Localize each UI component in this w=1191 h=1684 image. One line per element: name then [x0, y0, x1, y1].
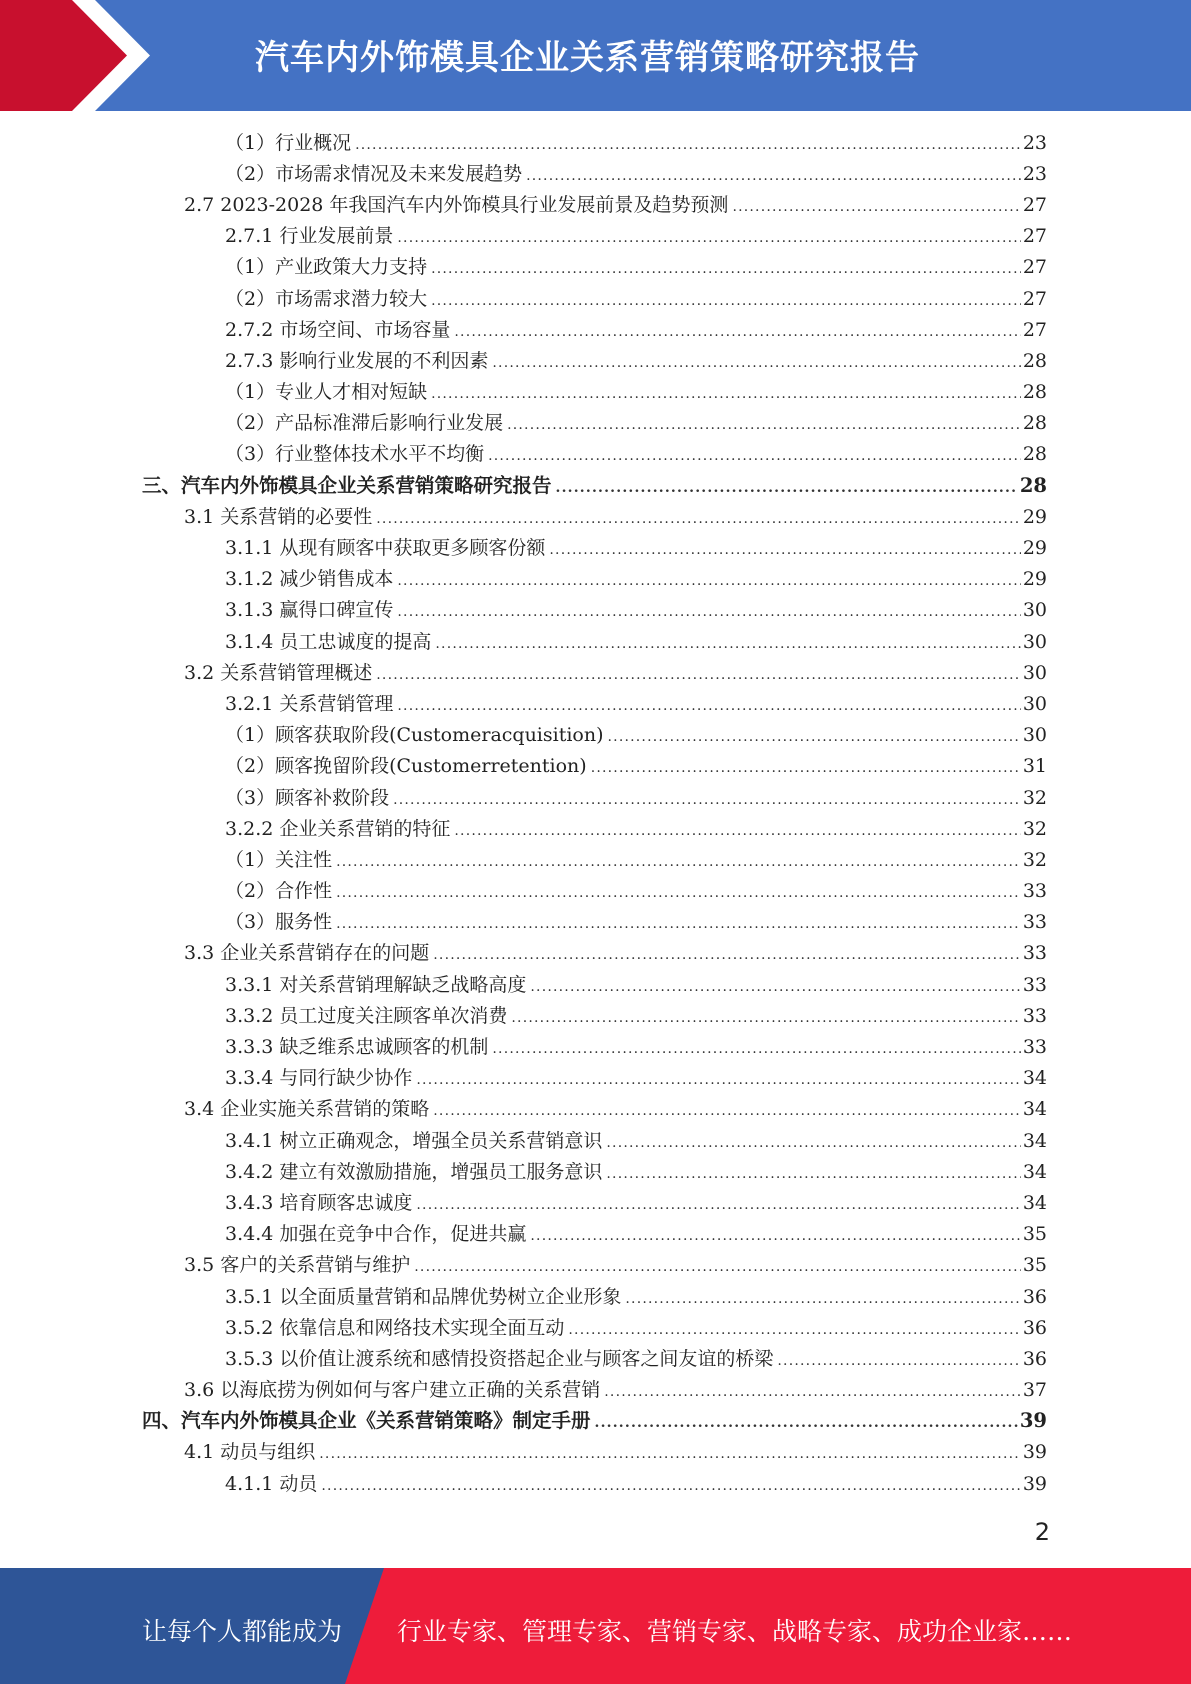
toc-dot-leader: [492, 352, 1020, 374]
toc-entry-label: （3）服务性: [225, 911, 333, 934]
toc-dot-leader: [608, 726, 1021, 748]
toc-entry[interactable]: [0, 844, 1191, 875]
toc-dot-leader: [433, 944, 1021, 966]
toc-entry[interactable]: [0, 1156, 1191, 1187]
toc-entry-page: 28: [1022, 349, 1047, 372]
toc-dot-leader: [336, 913, 1021, 935]
toc-entry-label: 3.2.1 关系营销管理: [225, 692, 394, 715]
toc-entry-label: 3.3.1 对关系营销理解缺乏战略高度: [225, 973, 527, 996]
toc-entry-label: 四、汽车内外饰模具企业《关系营销策略》制定手册: [142, 1409, 591, 1433]
toc-dot-leader: [488, 445, 1021, 467]
toc-dot-leader: [530, 1225, 1020, 1247]
toc-entry-label: 3.3 企业关系营销存在的问题: [184, 942, 430, 965]
toc-entry-label: 三、汽车内外饰模具企业关系营销策略研究报告: [142, 473, 552, 497]
toc-entry-label: 3.1.2 减少销售成本: [225, 568, 394, 591]
toc-entry-page: 32: [1022, 786, 1047, 809]
toc-entry[interactable]: [0, 470, 1191, 501]
toc-entry[interactable]: [0, 1125, 1191, 1156]
toc-dot-leader: [606, 1163, 1020, 1185]
toc-entry-page: 28: [1019, 473, 1047, 497]
toc-entry-page: 34: [1022, 1098, 1047, 1121]
toc-entry-page: 28: [1022, 443, 1047, 466]
toc-entry-page: 29: [1022, 568, 1047, 591]
toc-entry[interactable]: [0, 1000, 1191, 1031]
toc-entry[interactable]: [0, 158, 1191, 189]
toc-entry[interactable]: [0, 969, 1191, 1000]
toc-entry[interactable]: [0, 938, 1191, 969]
toc-entry-page: 27: [1022, 225, 1047, 248]
toc-entry-page: 32: [1022, 848, 1047, 871]
toc-entry-label: 3.3.2 员工过度关注顾客单次消费: [225, 1004, 508, 1027]
toc-dot-leader: [431, 258, 1021, 280]
toc-entry[interactable]: [0, 595, 1191, 626]
toc-dot-leader: [397, 570, 1020, 592]
toc-entry-label: （2）产品标准滞后影响行业发展: [225, 412, 504, 435]
toc-entry-label: 3.4.3 培育顾客忠诚度: [225, 1191, 413, 1214]
toc-entry[interactable]: [0, 657, 1191, 688]
toc-entry-label: 3.5.2 依靠信息和网络技术实现全面互动: [225, 1316, 565, 1339]
toc-entry[interactable]: [0, 876, 1191, 907]
toc-entry[interactable]: [0, 221, 1191, 252]
toc-entry[interactable]: [0, 189, 1191, 220]
toc-entry-label: 3.2 关系营销管理概述: [184, 661, 373, 684]
toc-entry[interactable]: [0, 501, 1191, 532]
toc-entry-page: 33: [1022, 911, 1047, 934]
toc-entry-page: 36: [1022, 1285, 1047, 1308]
toc-entry-page: 35: [1022, 1254, 1047, 1277]
toc-entry-page: 30: [1022, 661, 1047, 684]
toc-entry[interactable]: [0, 439, 1191, 470]
toc-dot-leader: [376, 508, 1021, 530]
toc-entry-page: 23: [1022, 162, 1047, 185]
toc-dot-leader: [526, 165, 1021, 187]
toc-entry[interactable]: [0, 1094, 1191, 1125]
toc-entry-page: 30: [1022, 692, 1047, 715]
toc-dot-leader: [625, 1288, 1020, 1310]
toc-entry-page: 27: [1022, 256, 1047, 279]
toc-entry-page: 34: [1022, 1067, 1047, 1090]
toc-entry[interactable]: [0, 813, 1191, 844]
toc-entry-page: 29: [1022, 505, 1047, 528]
toc-dot-leader: [606, 1132, 1020, 1154]
toc-entry-page: 34: [1022, 1160, 1047, 1183]
table-of-contents: [0, 127, 1191, 1499]
toc-entry-label: 4.1.1 动员: [225, 1472, 318, 1495]
toc-entry-label: 3.6 以海底捞为例如何与客户建立正确的关系营销: [184, 1379, 601, 1402]
toc-dot-leader: [568, 1319, 1020, 1341]
toc-entry[interactable]: [0, 751, 1191, 782]
toc-entry-label: 3.2.2 企业关系营销的特征: [225, 817, 451, 840]
toc-entry[interactable]: [0, 1281, 1191, 1312]
toc-dot-leader: [355, 134, 1021, 156]
toc-entry-page: 36: [1022, 1347, 1047, 1370]
page-number: 2: [1034, 1518, 1050, 1546]
toc-entry[interactable]: [0, 532, 1191, 563]
toc-entry-label: （1）顾客获取阶段(Customeracquisition): [225, 724, 604, 747]
toc-entry[interactable]: [0, 283, 1191, 314]
toc-dot-leader: [777, 1350, 1020, 1372]
toc-dot-leader: [433, 1100, 1021, 1122]
toc-entry-label: 2.7.2 市场空间、市场容量: [225, 318, 451, 341]
toc-entry[interactable]: [0, 1437, 1191, 1468]
toc-entry-page: 30: [1022, 724, 1047, 747]
toc-entry-label: 3.1 关系营销的必要性: [184, 505, 373, 528]
toc-entry[interactable]: [0, 1063, 1191, 1094]
toc-entry-label: 2.7.1 行业发展前景: [225, 225, 394, 248]
toc-entry-label: （2）顾客挽留阶段(Customerretention): [225, 755, 587, 778]
toc-entry-page: 33: [1022, 1004, 1047, 1027]
toc-entry[interactable]: [0, 1219, 1191, 1250]
toc-dot-leader: [591, 757, 1021, 779]
toc-dot-leader: [530, 976, 1020, 998]
toc-entry[interactable]: [0, 1312, 1191, 1343]
footer-slogan-right: 行业专家、管理专家、营销专家、战略专家、成功企业家……: [397, 1617, 1073, 1646]
toc-dot-leader: [556, 477, 1018, 499]
toc-entry-label: （2）市场需求情况及未来发展趋势: [225, 162, 523, 185]
toc-entry[interactable]: [0, 626, 1191, 657]
toc-entry-label: （2）市场需求潜力较大: [225, 287, 428, 310]
toc-entry-label: 3.4.4 加强在竞争中合作，促进共赢: [225, 1223, 527, 1246]
page-footer: [0, 1568, 1191, 1684]
toc-entry[interactable]: [0, 564, 1191, 595]
toc-entry-label: 3.3.3 缺乏维系忠诚顾客的机制: [225, 1036, 489, 1059]
toc-dot-leader: [507, 414, 1021, 436]
toc-entry-page: 33: [1022, 880, 1047, 903]
toc-entry-label: 3.5.3 以价值让渡系统和感情投资搭起企业与顾客之间友谊的桥梁: [225, 1347, 774, 1370]
toc-dot-leader: [416, 1069, 1020, 1091]
toc-entry-page: 32: [1022, 817, 1047, 840]
toc-dot-leader: [397, 695, 1020, 717]
toc-entry[interactable]: [0, 314, 1191, 345]
toc-entry-page: 30: [1022, 630, 1047, 653]
toc-dot-leader: [416, 1194, 1020, 1216]
toc-dot-leader: [397, 227, 1020, 249]
toc-entry-label: 3.4 企业实施关系营销的策略: [184, 1098, 430, 1121]
toc-entry[interactable]: [0, 1343, 1191, 1374]
toc-dot-leader: [454, 820, 1020, 842]
toc-entry-page: 30: [1022, 599, 1047, 622]
toc-dot-leader: [336, 882, 1021, 904]
toc-entry-label: 2.7.3 影响行业发展的不利因素: [225, 349, 489, 372]
toc-dot-leader: [435, 633, 1020, 655]
toc-entry-label: （1）专业人才相对短缺: [225, 381, 428, 404]
toc-dot-leader: [549, 539, 1020, 561]
toc-entry[interactable]: [0, 1468, 1191, 1499]
toc-entry[interactable]: [0, 408, 1191, 439]
toc-entry[interactable]: [0, 127, 1191, 158]
toc-entry-page: 31: [1022, 755, 1047, 778]
toc-entry-page: 28: [1022, 381, 1047, 404]
toc-entry-page: 27: [1022, 287, 1047, 310]
toc-dot-leader: [321, 1475, 1020, 1497]
toc-entry[interactable]: [0, 1031, 1191, 1062]
toc-entry[interactable]: [0, 688, 1191, 719]
toc-dot-leader: [336, 851, 1021, 873]
toc-entry-page: 27: [1022, 318, 1047, 341]
toc-entry-page: 28: [1022, 412, 1047, 435]
toc-entry-page: 35: [1022, 1223, 1047, 1246]
toc-entry[interactable]: [0, 1187, 1191, 1218]
toc-entry-label: （2）合作性: [225, 880, 333, 903]
toc-dot-leader: [393, 789, 1021, 811]
toc-dot-leader: [511, 1007, 1020, 1029]
toc-entry-label: 3.1.4 员工忠诚度的提高: [225, 630, 432, 653]
toc-entry[interactable]: [0, 782, 1191, 813]
toc-entry-page: 34: [1022, 1191, 1047, 1214]
toc-entry-page: 34: [1022, 1129, 1047, 1152]
toc-entry-page: 39: [1019, 1409, 1047, 1433]
toc-entry-label: （1）产业政策大力支持: [225, 256, 428, 279]
toc-entry-page: 39: [1022, 1441, 1047, 1464]
toc-entry[interactable]: [0, 252, 1191, 283]
toc-entry-page: 23: [1022, 131, 1047, 154]
toc-entry-label: （1）行业概况: [225, 131, 352, 154]
toc-dot-leader: [595, 1412, 1018, 1434]
toc-dot-leader: [319, 1443, 1021, 1465]
toc-entry-page: 29: [1022, 537, 1047, 560]
toc-entry-label: 3.4.1 树立正确观念，增强全员关系营销意识: [225, 1129, 603, 1152]
toc-entry[interactable]: [0, 1406, 1191, 1437]
toc-entry[interactable]: [0, 907, 1191, 938]
toc-entry-label: 3.4.2 建立有效激励措施，增强员工服务意识: [225, 1160, 603, 1183]
toc-dot-leader: [732, 196, 1020, 218]
toc-entry-label: （3）顾客补救阶段: [225, 786, 390, 809]
toc-dot-leader: [431, 383, 1021, 405]
toc-entry-page: 33: [1022, 942, 1047, 965]
toc-dot-leader: [604, 1381, 1021, 1403]
toc-entry-page: 37: [1022, 1379, 1047, 1402]
document-title: 汽车内外饰模具企业关系营销策略研究报告: [255, 38, 920, 78]
footer-slogan-left: 让每个人都能成为: [142, 1617, 343, 1646]
toc-entry-page: 27: [1022, 193, 1047, 216]
toc-entry[interactable]: [0, 1375, 1191, 1406]
toc-dot-leader: [414, 1256, 1021, 1278]
toc-dot-leader: [397, 601, 1020, 623]
toc-entry-label: （3）行业整体技术水平不均衡: [225, 443, 485, 466]
toc-entry-label: 4.1 动员与组织: [184, 1441, 316, 1464]
toc-dot-leader: [454, 321, 1020, 343]
toc-entry[interactable]: [0, 720, 1191, 751]
toc-entry-label: 3.3.4 与同行缺少协作: [225, 1067, 413, 1090]
page-header: [0, 0, 1191, 111]
toc-entry-label: 3.1.3 赢得口碑宣传: [225, 599, 394, 622]
toc-entry-page: 33: [1022, 1036, 1047, 1059]
toc-dot-leader: [431, 290, 1021, 312]
toc-entry[interactable]: [0, 377, 1191, 408]
toc-entry[interactable]: [0, 1250, 1191, 1281]
toc-entry-label: 3.1.1 从现有顾客中获取更多顾客份额: [225, 537, 546, 560]
toc-entry-page: 33: [1022, 973, 1047, 996]
toc-entry[interactable]: [0, 345, 1191, 376]
toc-dot-leader: [492, 1038, 1020, 1060]
toc-entry-label: 3.5.1 以全面质量营销和品牌优势树立企业形象: [225, 1285, 622, 1308]
toc-entry-label: （1）关注性: [225, 848, 333, 871]
toc-dot-leader: [376, 664, 1021, 686]
toc-entry-label: 2.7 2023-2028 年我国汽车内外饰模具行业发展前景及趋势预测: [184, 193, 729, 216]
toc-entry-page: 36: [1022, 1316, 1047, 1339]
toc-entry-page: 39: [1022, 1472, 1047, 1495]
toc-entry-label: 3.5 客户的关系营销与维护: [184, 1254, 411, 1277]
